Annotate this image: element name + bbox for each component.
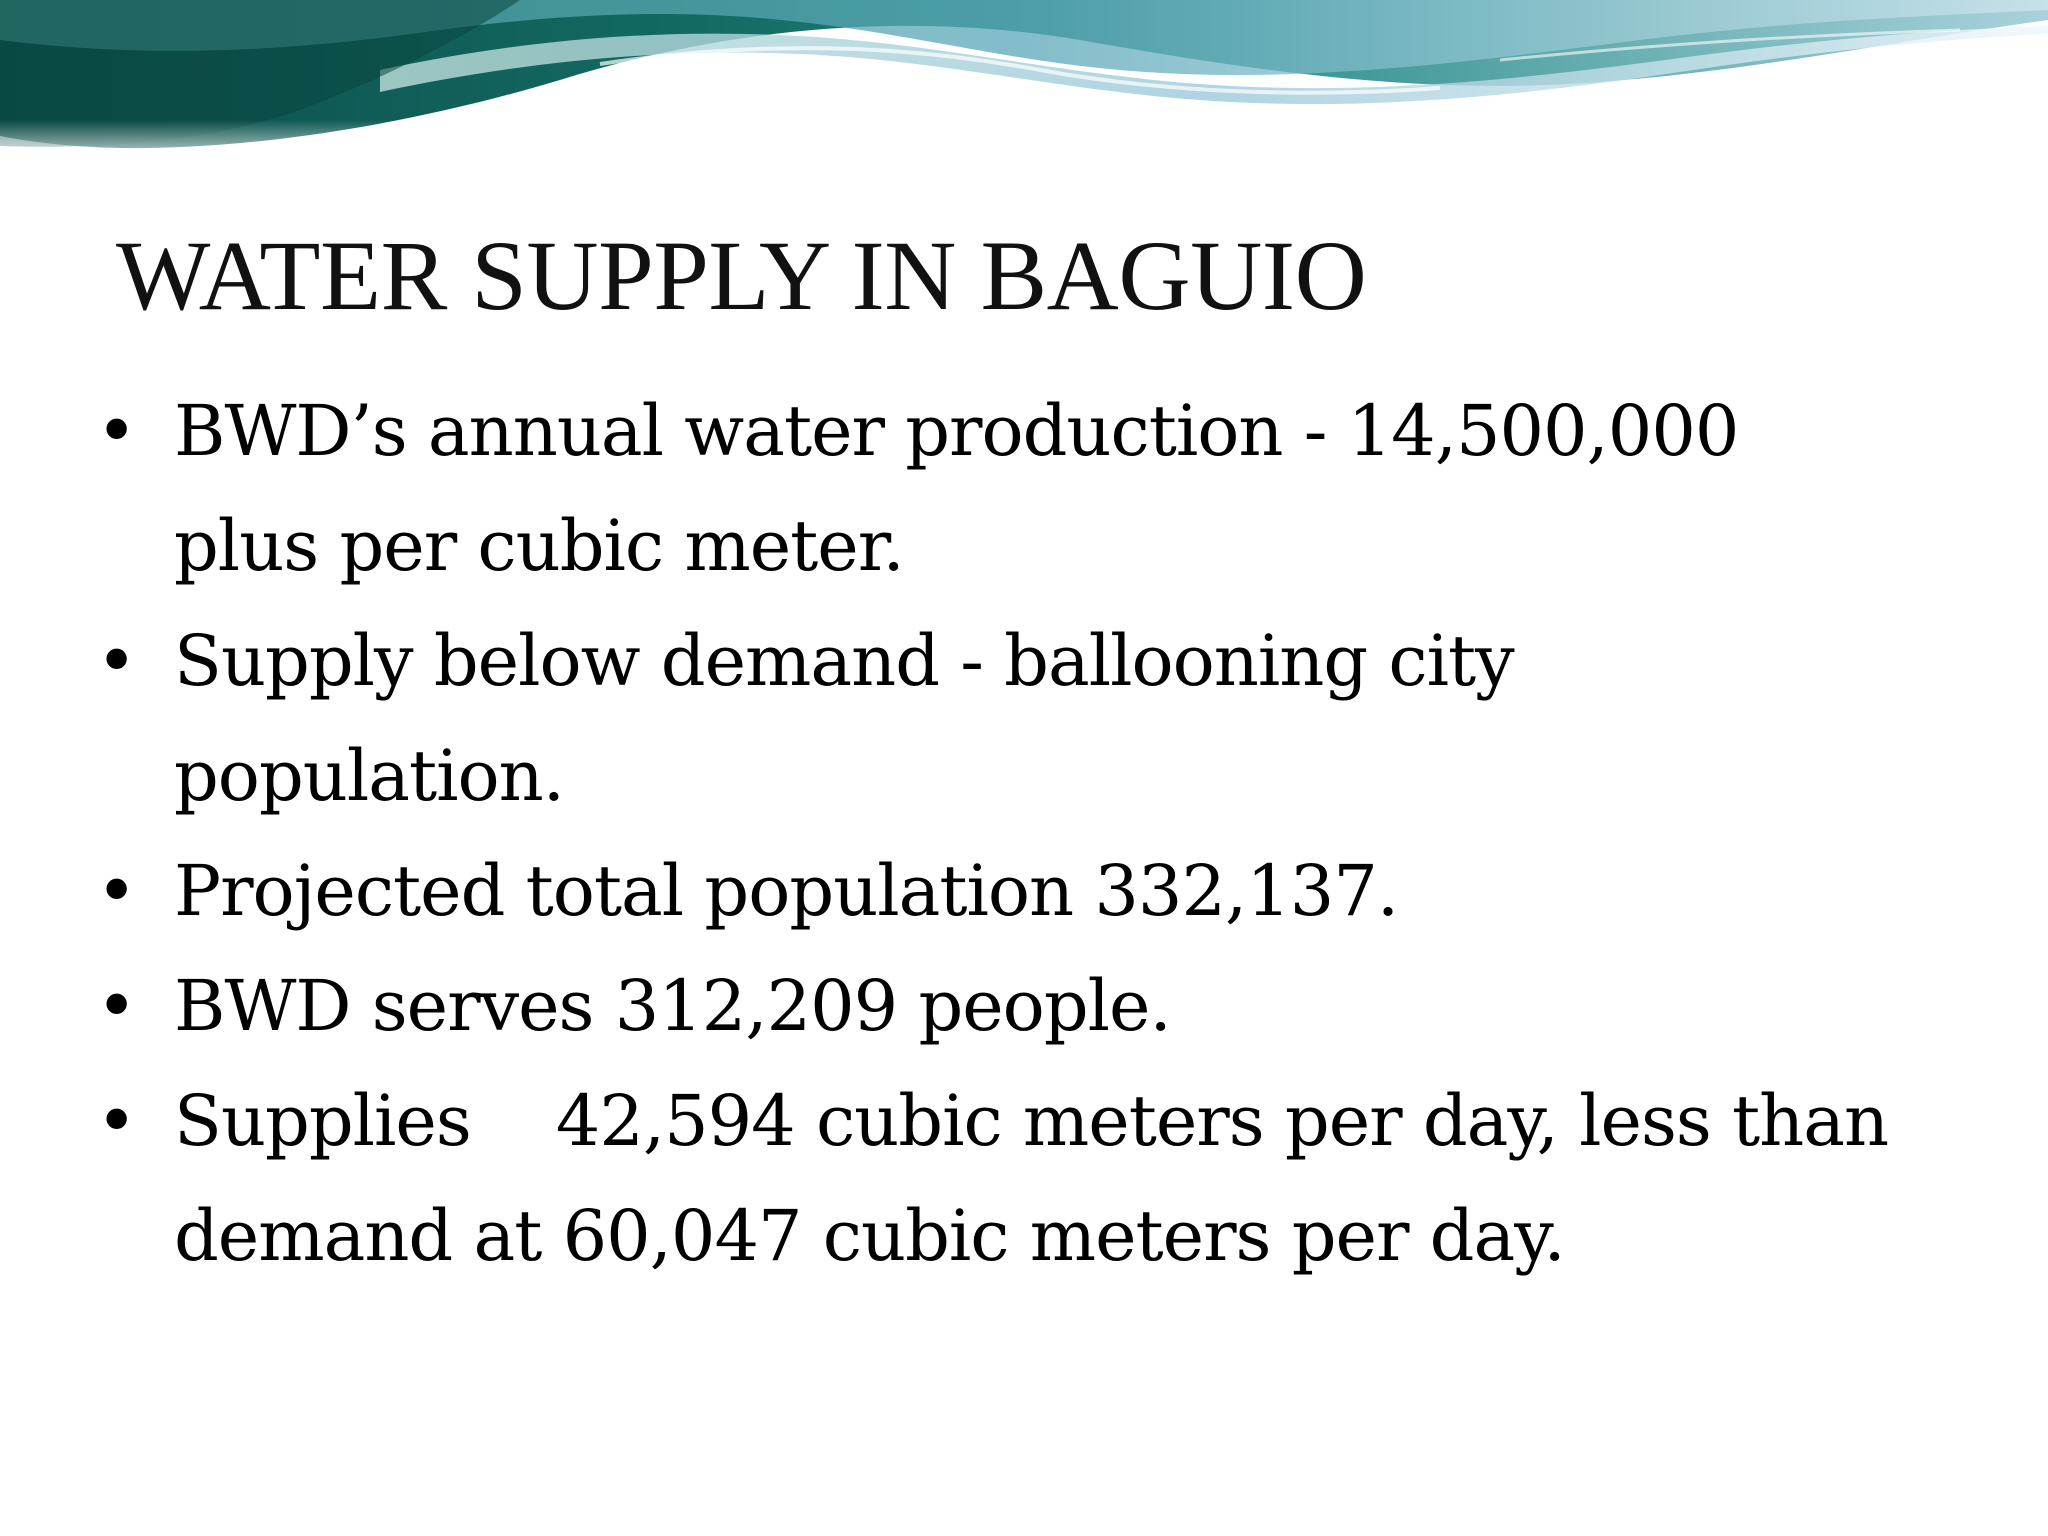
list-item	[96, 374, 1976, 604]
bullet-dot: •	[96, 965, 137, 1047]
bullet-dot: •	[96, 390, 137, 472]
bullet-dot: •	[96, 1080, 137, 1162]
list-item	[96, 604, 1976, 834]
water-wave-banner	[0, 0, 2048, 170]
bullet-text: Supply below demand - ballooning city population.	[174, 620, 1514, 817]
bullet-dot: •	[96, 620, 137, 702]
list-item	[96, 1064, 1976, 1294]
bullet-text: Supplies 42,594 cubic meters per day, less than demand at 60,047 cubic meters per day.	[174, 1080, 1889, 1277]
bullet-text: BWD serves 312,209 people.	[174, 965, 1171, 1047]
bullet-dot: •	[96, 850, 137, 932]
bullet-list	[96, 374, 1976, 1294]
bullet-text: Projected total population 332,137.	[174, 850, 1399, 932]
slide-title: WATER SUPPLY IN BAGUIO	[116, 220, 1367, 331]
list-item	[96, 834, 1976, 949]
bullet-text: BWD’s annual water production - 14,500,000 plus per cubic meter.	[174, 390, 1739, 587]
list-item	[96, 949, 1976, 1064]
